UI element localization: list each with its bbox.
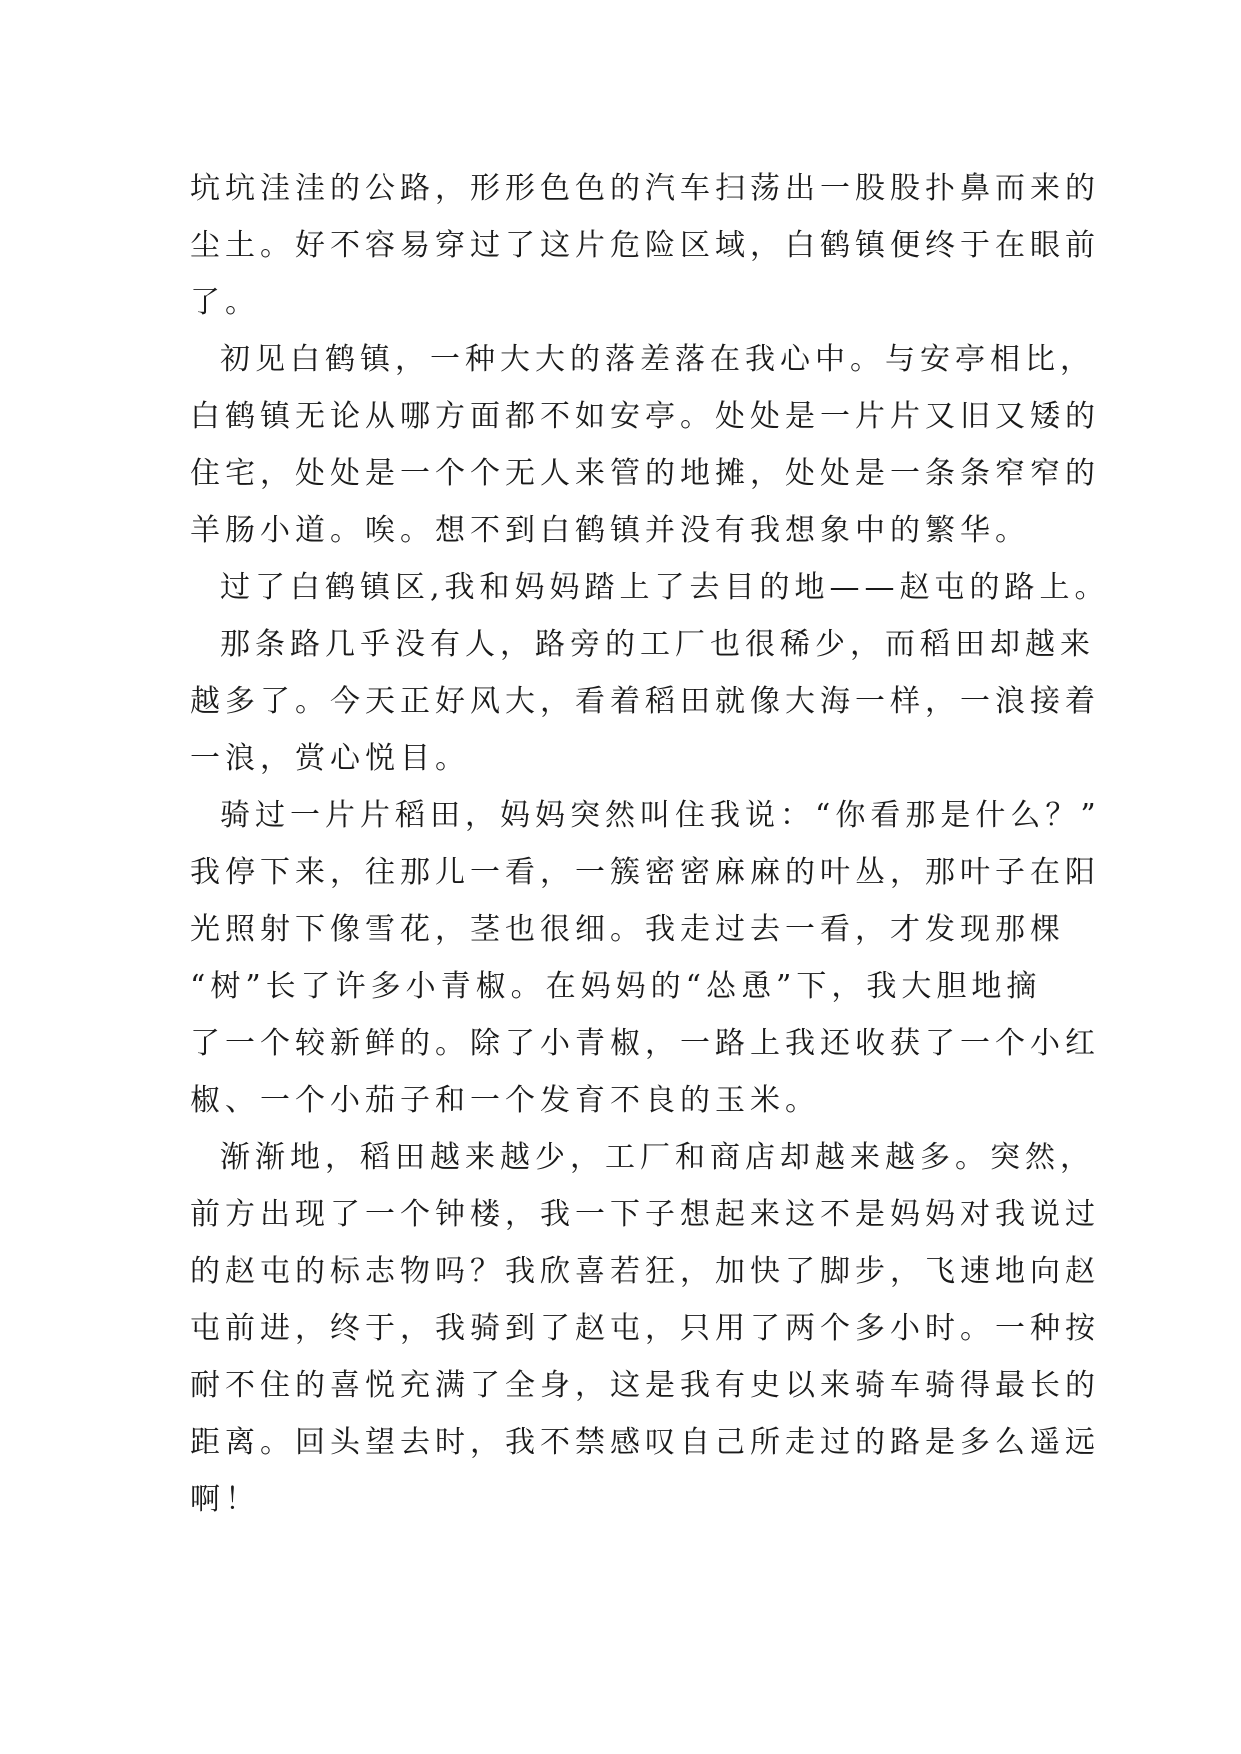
- paragraph-start-line: 骑过一片片稻田，妈妈突然叫住我说：“你看那是什么？”: [220, 798, 1101, 833]
- text-line: 尘土。好不容易穿过了这片危险区域，白鹤镇便终于在眼前: [190, 228, 1100, 263]
- text-line: 椒、一个小茄子和一个发育不良的玉米。: [190, 1083, 820, 1118]
- paragraph-start-line: 过了白鹤镇区,我和妈妈踏上了去目的地——赵屯的路上。: [220, 570, 1110, 605]
- text-line: 前方出现了一个钟楼，我一下子想起来这不是妈妈对我说过: [190, 1197, 1100, 1232]
- essay-body: [190, 160, 1110, 1528]
- paragraph-start-line: 初见白鹤镇，一种大大的落差落在我心中。与安亭相比，: [220, 342, 1095, 377]
- text-line: 羊肠小道。唉。想不到白鹤镇并没有我想象中的繁华。: [190, 513, 1030, 548]
- text-line: 一浪，赏心悦目。: [190, 741, 470, 776]
- text-line: 了。: [190, 285, 260, 320]
- text-line: 光照射下像雪花，茎也很细。我走过去一看，才发现那棵: [190, 912, 1065, 947]
- text-line: 我停下来，往那儿一看，一簇密密麻麻的叶丛，那叶子在阳: [190, 855, 1100, 890]
- text-line: 坑坑洼洼的公路，形形色色的汽车扫荡出一股股扑鼻而来的: [190, 171, 1100, 206]
- paragraph-start-line: 那条路几乎没有人，路旁的工厂也很稀少，而稻田却越来: [220, 627, 1095, 662]
- text-line: “树”长了许多小青椒。在妈妈的“怂恿”下，我大胆地摘: [190, 969, 1042, 1004]
- text-line: 耐不住的喜悦充满了全身，这是我有史以来骑车骑得最长的: [190, 1368, 1100, 1403]
- text-line: 了一个较新鲜的。除了小青椒，一路上我还收获了一个小红: [190, 1026, 1100, 1061]
- text-line: 的赵屯的标志物吗？我欣喜若狂，加快了脚步，飞速地向赵: [190, 1254, 1100, 1289]
- paragraph-start-line: 渐渐地，稻田越来越少，工厂和商店却越来越多。突然，: [220, 1140, 1095, 1175]
- text-line: 距离。回头望去时，我不禁感叹自己所走过的路是多么遥远: [190, 1425, 1100, 1460]
- text-line: 啊！: [190, 1482, 260, 1517]
- text-line: 屯前进，终于，我骑到了赵屯，只用了两个多小时。一种按: [190, 1311, 1100, 1346]
- text-line: 白鹤镇无论从哪方面都不如安亭。处处是一片片又旧又矮的: [190, 399, 1100, 434]
- text-line: 越多了。今天正好风大，看着稻田就像大海一样，一浪接着: [190, 684, 1100, 719]
- text-line: 住宅，处处是一个个无人来管的地摊，处处是一条条窄窄的: [190, 456, 1100, 491]
